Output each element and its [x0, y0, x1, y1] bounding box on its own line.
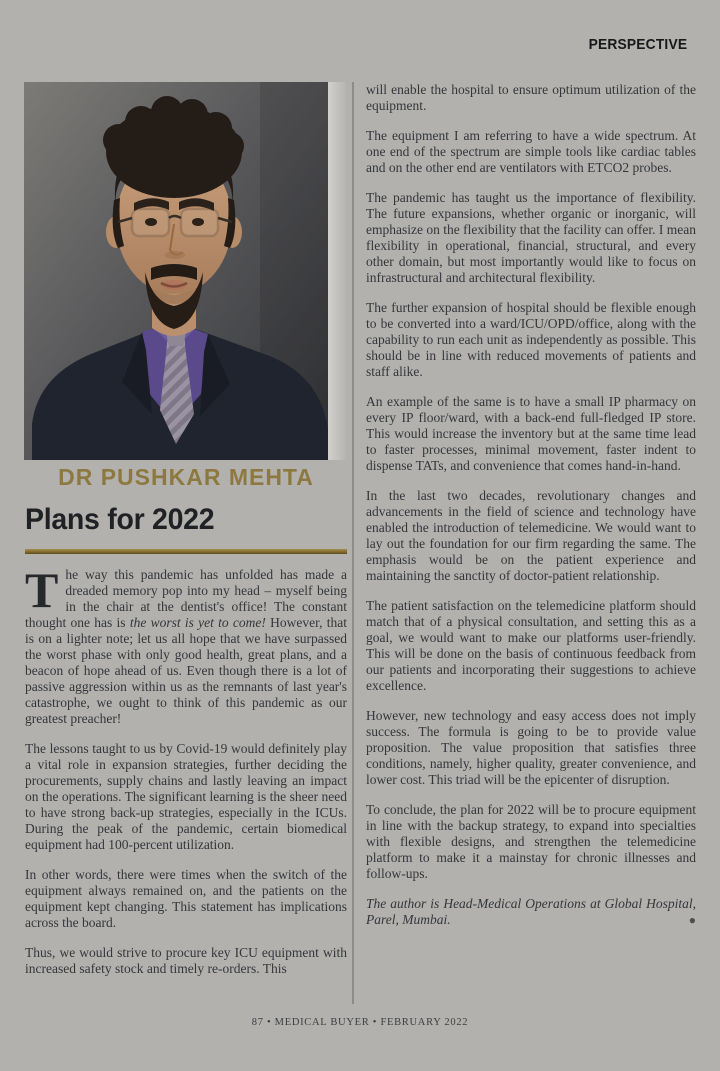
section-kicker: PERSPECTIVE	[588, 36, 687, 53]
author-credit	[366, 896, 696, 928]
author-credit-text: The author is Head-Medical Operations at Global Hospital, Parel, Mumbai.	[366, 896, 696, 927]
paragraph: An example of the same is to have a small IP pharmacy on every IP floor/ward, with a back-end full-fledged IP store. This would increase the inventory but at the same time lead to faster processes, minimal movement, faster indent to dispense TATs, and convenience that comes hand-in-hand.	[366, 394, 696, 473]
paragraph: The patient satisfaction on the telemedicine platform should match that of a physical consultation, and setting this as a goal, we would want to make our platforms user-friendly. This will be done on the basis of continuous feedback from our patients and incorporating their suggestions to achieve excellence.	[366, 598, 696, 693]
right-column	[366, 82, 696, 982]
portrait-photo	[24, 82, 346, 460]
drop-cap: T	[25, 567, 59, 618]
title-rule	[25, 549, 347, 554]
end-of-article-mark: ●	[688, 913, 696, 927]
column-divider	[352, 82, 354, 1004]
paragraph-text: However, that is on a lighter note; let us all hope that we have surpassed the worst phase with only good health, great plans, and a beacon of hope ahead of us. Even though there is a lot of passive aggression within us as the remnants of last year's catastrophe, we ought to think of this pandemic as our greatest preacher!	[25, 615, 347, 726]
paragraph: The pandemic has taught us the importance of flexibility. The future expansions, whether organic or inorganic, will emphasize on the flexibility that the facility can offer. I mean flexibility in operational, financial, structural, and every other domain, but most importantly would like to focus on infrastructural and architectural flexibility.	[366, 190, 696, 285]
portrait-illustration	[24, 82, 346, 460]
paragraph: will enable the hospital to ensure optimum utilization of the equipment.	[366, 82, 696, 113]
paragraph: To conclude, the plan for 2022 will be to procure equipment in line with the backup strategy, to expand into specialties with flexible designs, and strengthen the telemedicine platform to make it a mainstay for chronic illnesses and follow-ups.	[366, 802, 696, 881]
article-title: Plans for 2022	[25, 503, 215, 536]
paragraph: In the last two decades, revolutionary changes and advancements in the field of science and technology have enabled the introduction of telemedicine. We would want to lay out the foundation for our firm regarding the same. The emphasis would be on the patient experience and maintaining the sanctity of doctor-patient relationship.	[366, 488, 696, 583]
paragraph: The lessons taught to us by Covid-19 would definitely play a vital role in expansion strategies, further deciding the procurements, supply chains and lastly leaving an impact on the operations. The significant learning is the sheer need to have strong back-up strategies, especially in the ICUs. During the peak of the pandemic, certain biomedical equipment had 100-percent utilization.	[25, 741, 347, 852]
paragraph: Thus, we would strive to procure key ICU equipment with increased safety stock and timely re-orders. This	[25, 945, 347, 976]
paragraph: In other words, there were times when the switch of the equipment always remained on, and the patients on the equipment kept changing. This statement has implications across the board.	[25, 867, 347, 930]
left-column	[25, 567, 347, 979]
paragraph: The further expansion of hospital should be flexible enough to be converted into a ward/ICU/OPD/office, along with the capability to run each unit as independently as possible. This should be in line with reduced movements of patients and staff alike.	[366, 300, 696, 379]
author-name: DR PUSHKAR MEHTA	[58, 464, 314, 490]
italic-phrase: the worst is yet to come!	[129, 615, 266, 630]
paragraph: However, new technology and easy access does not imply success. The formula is going to be to provide value proposition. The value proposition that satisfies three conditions, namely, higher quality, greater convenience, and lower cost. This triad will be the epicenter of disruption.	[366, 708, 696, 787]
paragraph: The equipment I am referring to have a wide spectrum. At one end of the spectrum are simple tools like cardiac tables and on the other end are ventilators with ETCO2 probes.	[366, 128, 696, 175]
paragraph	[25, 567, 347, 727]
page-footer: 87 • MEDICAL BUYER • FEBRUARY 2022	[251, 1017, 469, 1028]
paragraph-text: he way this pandemic has unfolded has made a dreaded memory pop into my head – myself being in the chair at the dentist's office! The constant thought one has is	[25, 567, 347, 630]
